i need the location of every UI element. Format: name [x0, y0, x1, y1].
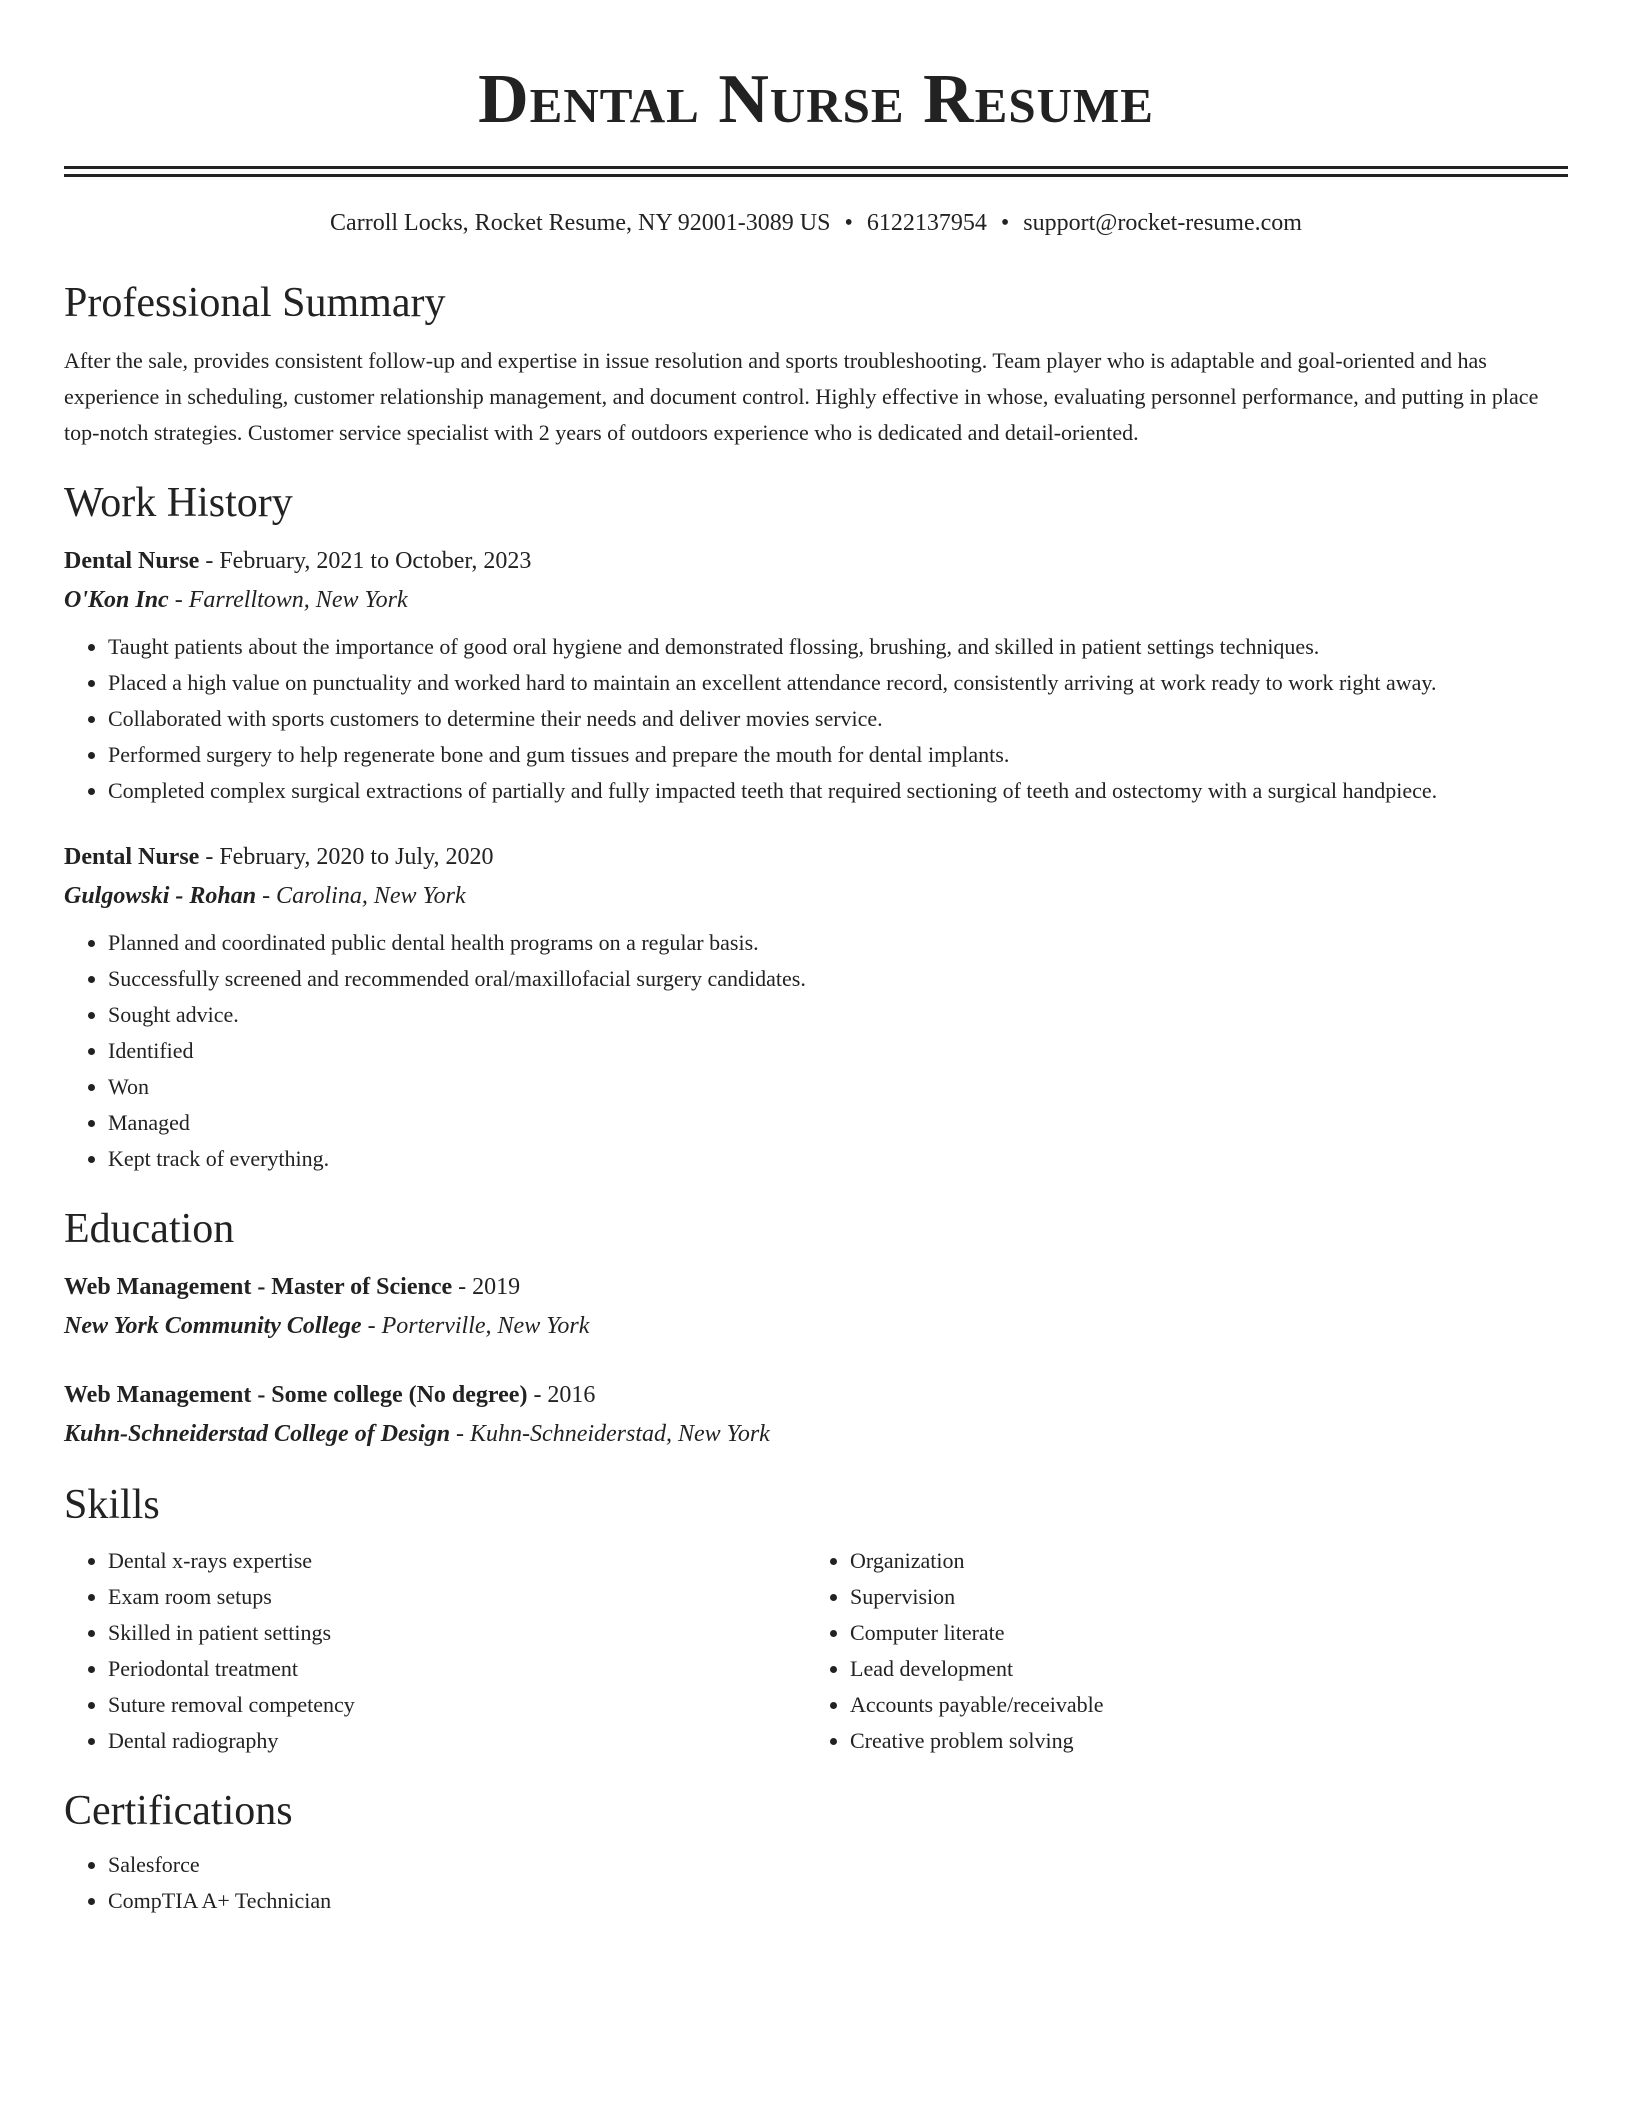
list-item: • Creative problem solving: [850, 1723, 1548, 1759]
summary-text: After the sale, provides consistent follow-up and expertise in issue resolution and sports troubleshooting. Team player who is adaptable and goal-oriented and has experience in scheduling, customer relationship management, and document control. Highly effective in whose, evaluating personnel performance, and putting in place top-notch strategies. Customer service specialist with 2 years of outdoors experience who is dedicated and detail-oriented.: [64, 348, 1539, 445]
list-item: • Identified: [108, 1033, 1568, 1069]
job-location: - Farrelltown, New York: [168, 587, 408, 613]
skills-list: [806, 1543, 1548, 1759]
job-company-line: [64, 877, 1568, 915]
list-item: • Collaborated with sports customers to determine their needs and deliver movies service.: [108, 701, 1568, 737]
resume-page: [64, 0, 1568, 1919]
education-entry: [64, 1267, 1568, 1345]
school-location: - Porterville, New York: [361, 1313, 590, 1339]
skills-list: [64, 1543, 806, 1759]
list-item: • Organization: [850, 1543, 1548, 1579]
summary-heading: Professional Summary: [64, 280, 446, 326]
school-name: New York Community College: [64, 1313, 362, 1339]
job-title-line: [64, 541, 1568, 581]
list-item: • Computer literate: [850, 1615, 1548, 1651]
list-item: • Completed complex surgical extractions of partially and fully impacted teeth that required sectioning of teeth and ostectomy with a surgical handpiece.: [108, 773, 1568, 809]
list-item: • Suture removal competency: [108, 1687, 806, 1723]
list-item: • Dental x-rays expertise: [108, 1543, 806, 1579]
list-item: • Won: [108, 1069, 1568, 1105]
work-history-heading: Work History: [64, 480, 293, 526]
job-title: Dental Nurse: [64, 548, 200, 574]
job-company: O'Kon Inc: [64, 587, 169, 613]
certifications-list: [64, 1847, 1568, 1919]
job-entry: [64, 837, 1568, 1177]
skills-heading: Skills: [64, 1482, 160, 1528]
skills-column-right: [806, 1543, 1548, 1759]
resume-title: Dental Nurse Resume: [478, 61, 1154, 138]
job-dates: - February, 2020 to July, 2020: [199, 844, 494, 870]
job-dates: - February, 2021 to October, 2023: [199, 548, 532, 574]
job-location: - Carolina, New York: [256, 883, 466, 909]
list-item: • Periodontal treatment: [108, 1651, 806, 1687]
job-entry: [64, 541, 1568, 809]
list-item: • Planned and coordinated public dental health programs on a regular basis.: [108, 925, 1568, 961]
contact-phone: 6122137954: [866, 210, 987, 236]
school-line: [64, 1307, 1568, 1345]
education-entry: [64, 1375, 1568, 1453]
certifications-heading: Certifications: [64, 1788, 293, 1834]
list-item: • Accounts payable/receivable: [850, 1687, 1548, 1723]
job-title: Dental Nurse: [64, 844, 200, 870]
job-company-line: [64, 581, 1568, 619]
job-duties-list: [64, 925, 1568, 1177]
job-duties-list: [64, 629, 1568, 809]
contact-address: Carroll Locks, Rocket Resume, NY 92001-3089 US: [330, 210, 831, 236]
contact-email[interactable]: support@rocket-resume.com: [1023, 210, 1302, 236]
list-item: • Exam room setups: [108, 1579, 806, 1615]
list-item: • CompTIA A+ Technician: [108, 1883, 1568, 1919]
job-title-line: [64, 837, 1568, 877]
list-item: • Kept track of everything.: [108, 1141, 1568, 1177]
contact-separator: •: [844, 210, 853, 236]
school-location: - Kuhn-Schneiderstad, New York: [450, 1421, 770, 1447]
skills-column-left: [64, 1543, 806, 1759]
list-item: • Dental radiography: [108, 1723, 806, 1759]
list-item: • Salesforce: [108, 1847, 1568, 1883]
skills-columns: [64, 1543, 1568, 1759]
degree: Web Management - Master of Science: [64, 1274, 453, 1300]
list-item: • Performed surgery to help regenerate bone and gum tissues and prepare the mouth for dental implants.: [108, 737, 1568, 773]
contact-line: [64, 207, 1568, 239]
list-item: • Lead development: [850, 1651, 1548, 1687]
degree-year: - 2019: [452, 1274, 521, 1300]
list-item: • Skilled in patient settings: [108, 1615, 806, 1651]
list-item: • Sought advice.: [108, 997, 1568, 1033]
degree-year: - 2016: [527, 1382, 596, 1408]
list-item: • Successfully screened and recommended oral/maxillofacial surgery candidates.: [108, 961, 1568, 997]
education-heading: Education: [64, 1206, 235, 1252]
list-item: • Managed: [108, 1105, 1568, 1141]
school-name: Kuhn-Schneiderstad College of Design: [64, 1421, 451, 1447]
list-item: • Placed a high value on punctuality and worked hard to maintain an excellent attendance record, consistently arriving at work ready to work right away.: [108, 665, 1568, 701]
degree-line: [64, 1267, 1568, 1307]
list-item: • Taught patients about the importance of good oral hygiene and demonstrated flossing, brushing, and skilled in patient settings techniques.: [108, 629, 1568, 665]
job-company: Gulgowski - Rohan: [64, 883, 257, 909]
title-double-rule: [64, 166, 1568, 177]
list-item: • Supervision: [850, 1579, 1548, 1615]
degree: Web Management - Some college (No degree): [64, 1382, 528, 1408]
contact-separator: •: [1000, 210, 1010, 236]
degree-line: [64, 1375, 1568, 1415]
school-line: [64, 1415, 1568, 1453]
